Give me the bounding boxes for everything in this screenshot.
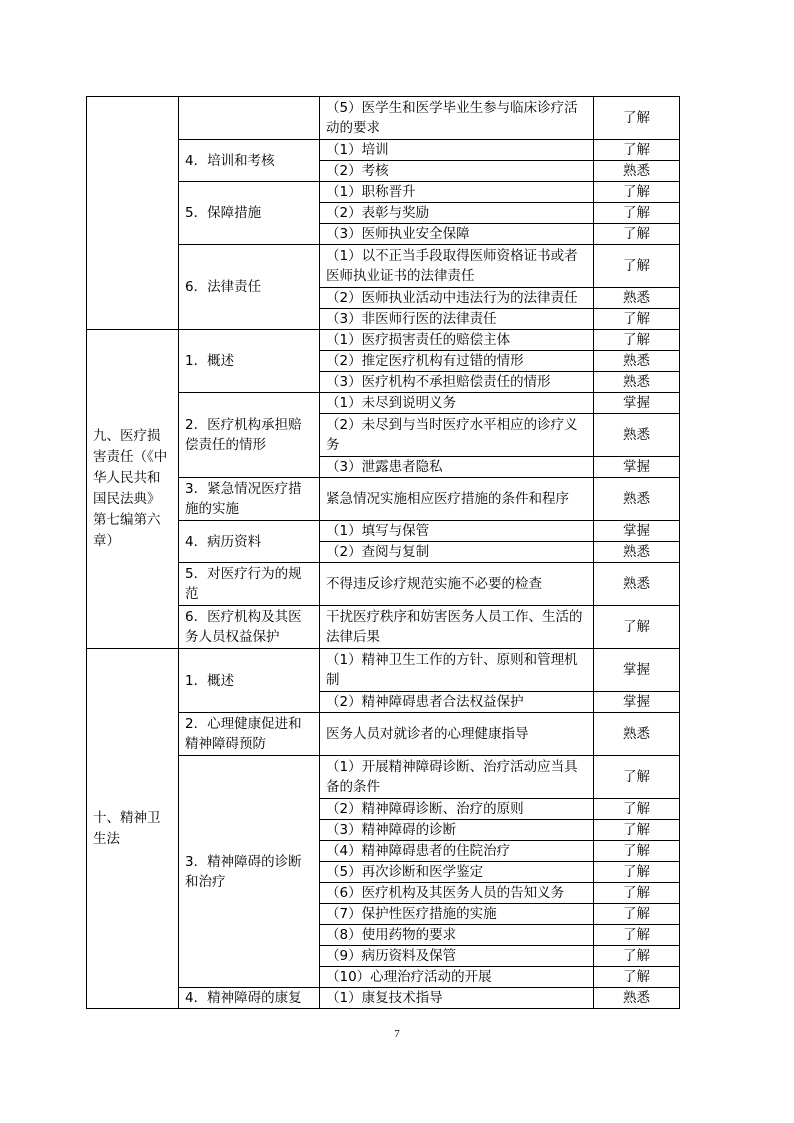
item-cell: （3）医疗机构不承担赔偿责任的情形	[320, 372, 594, 393]
item-cell: （2）考核	[320, 161, 594, 182]
item-cell: （1）以不正当手段取得医师资格证书或者医师执业证书的法律责任	[320, 245, 594, 288]
topic-cell: 4．精神障碍的康复	[179, 988, 320, 1009]
level-cell: 熟悉	[594, 372, 680, 393]
topic-cell: 2．心理健康促进和精神障碍预防	[179, 713, 320, 756]
item-cell: （2）医师执业活动中违法行为的法律责任	[320, 288, 594, 309]
item-cell: （2）表彰与奖励	[320, 203, 594, 224]
chapter-cell	[87, 97, 179, 330]
item-cell: （9）病历资料及保管	[320, 946, 594, 967]
level-cell: 了解	[594, 245, 680, 288]
topic-cell: 6．法律责任	[179, 245, 320, 330]
level-cell: 掌握	[594, 457, 680, 478]
level-cell: 了解	[594, 203, 680, 224]
item-cell: （2）精神障碍患者合法权益保护	[320, 692, 594, 713]
topic-cell: 5．保障措施	[179, 182, 320, 245]
topic-cell: 1．概述	[179, 649, 320, 713]
item-cell: （1）精神卫生工作的方针、原则和管理机制	[320, 649, 594, 692]
item-cell: （1）填写与保管	[320, 521, 594, 542]
topic-cell: 4．培训和考核	[179, 140, 320, 182]
item-cell: （3）泄露患者隐私	[320, 457, 594, 478]
topic-cell: 4．病历资料	[179, 521, 320, 563]
level-cell: 掌握	[594, 521, 680, 542]
level-cell: 了解	[594, 883, 680, 904]
level-cell: 熟悉	[594, 161, 680, 182]
level-cell: 熟悉	[594, 414, 680, 457]
table-row	[87, 97, 680, 140]
level-cell: 了解	[594, 862, 680, 883]
item-cell: （5）再次诊断和医学鉴定	[320, 862, 594, 883]
item-cell: （6）医疗机构及其医务人员的告知义务	[320, 883, 594, 904]
item-cell: （1）未尽到说明义务	[320, 393, 594, 414]
level-cell: 了解	[594, 309, 680, 330]
topic-cell: 1．概述	[179, 330, 320, 393]
level-cell: 了解	[594, 841, 680, 862]
level-cell: 了解	[594, 182, 680, 203]
level-cell: 了解	[594, 799, 680, 820]
level-cell: 掌握	[594, 393, 680, 414]
level-cell: 了解	[594, 756, 680, 799]
item-cell: （2）查阅与复制	[320, 542, 594, 563]
level-cell: 了解	[594, 606, 680, 649]
item-cell: （4）精神障碍患者的住院治疗	[320, 841, 594, 862]
level-cell: 了解	[594, 97, 680, 140]
item-cell: 干扰医疗秩序和妨害医务人员工作、生活的法律后果	[320, 606, 594, 649]
level-cell: 熟悉	[594, 542, 680, 563]
level-cell: 掌握	[594, 692, 680, 713]
level-cell: 了解	[594, 967, 680, 988]
level-cell: 熟悉	[594, 288, 680, 309]
topic-cell: 3．精神障碍的诊断和治疗	[179, 756, 320, 988]
level-cell: 熟悉	[594, 563, 680, 606]
level-cell: 熟悉	[594, 351, 680, 372]
table-row	[87, 330, 680, 351]
topic-cell: 2．医疗机构承担赔偿责任的情形	[179, 393, 320, 478]
item-cell: 医务人员对就诊者的心理健康指导	[320, 713, 594, 756]
item-cell: （1）培训	[320, 140, 594, 161]
topic-cell	[179, 97, 320, 140]
topic-cell: 6．医疗机构及其医务人员权益保护	[179, 606, 320, 649]
table-row	[87, 649, 680, 692]
level-cell: 了解	[594, 330, 680, 351]
syllabus-table	[86, 96, 680, 1009]
item-cell: （10）心理治疗活动的开展	[320, 967, 594, 988]
item-cell: （2）推定医疗机构有过错的情形	[320, 351, 594, 372]
page-number: 7	[394, 1028, 400, 1040]
level-cell: 了解	[594, 140, 680, 161]
item-cell: （3）医师执业安全保障	[320, 224, 594, 245]
level-cell: 了解	[594, 224, 680, 245]
item-cell: （5）医学生和医学毕业生参与临床诊疗活动的要求	[320, 97, 594, 140]
item-cell: （1）康复技术指导	[320, 988, 594, 1009]
level-cell: 熟悉	[594, 478, 680, 521]
item-cell: （1）开展精神障碍诊断、治疗活动应当具备的条件	[320, 756, 594, 799]
level-cell: 熟悉	[594, 988, 680, 1009]
chapter-cell: 十、精神卫生法	[87, 649, 179, 1009]
chapter-cell: 九、医疗损害责任（《中华人民共和国民法典》第七编第六章）	[87, 330, 179, 649]
item-cell: （2）精神障碍诊断、治疗的原则	[320, 799, 594, 820]
item-cell: （3）精神障碍的诊断	[320, 820, 594, 841]
level-cell: 熟悉	[594, 713, 680, 756]
item-cell: （7）保护性医疗措施的实施	[320, 904, 594, 925]
level-cell: 了解	[594, 946, 680, 967]
topic-cell: 3．紧急情况医疗措施的实施	[179, 478, 320, 521]
level-cell: 掌握	[594, 649, 680, 692]
item-cell: 不得违反诊疗规范实施不必要的检查	[320, 563, 594, 606]
level-cell: 了解	[594, 925, 680, 946]
level-cell: 了解	[594, 820, 680, 841]
level-cell: 了解	[594, 904, 680, 925]
item-cell: （8）使用药物的要求	[320, 925, 594, 946]
item-cell: （1）医疗损害责任的赔偿主体	[320, 330, 594, 351]
topic-cell: 5．对医疗行为的规范	[179, 563, 320, 606]
item-cell: （1）职称晋升	[320, 182, 594, 203]
item-cell: 紧急情况实施相应医疗措施的条件和程序	[320, 478, 594, 521]
item-cell: （3）非医师行医的法律责任	[320, 309, 594, 330]
item-cell: （2）未尽到与当时医疗水平相应的诊疗义务	[320, 414, 594, 457]
